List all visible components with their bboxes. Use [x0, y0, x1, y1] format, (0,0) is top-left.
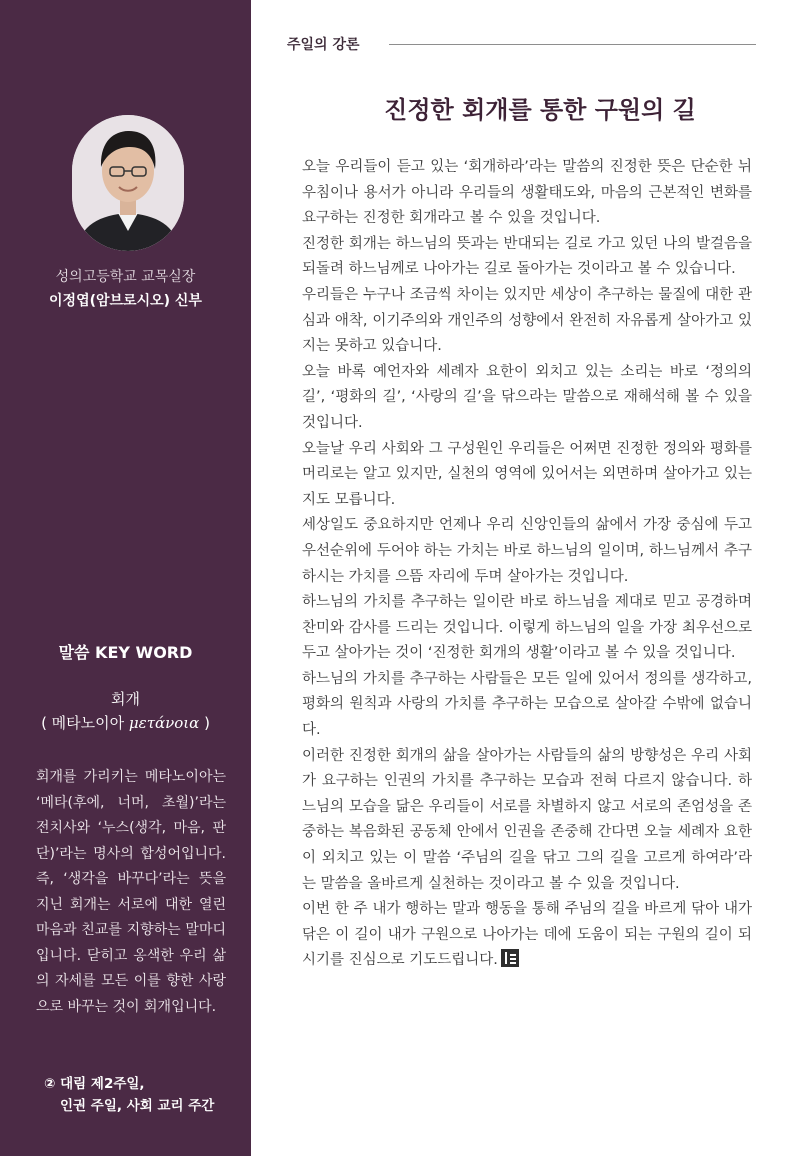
body-paragraph: 우리들은 누구나 조금씩 차이는 있지만 세상이 추구하는 물질에 대한 관심과 애착, 이기주의와 개인주의 성향에서 완전히 자유롭게 살아가고 있지는 못하고 있습니다. — [302, 286, 752, 355]
keyword-term: 회개 — [111, 690, 140, 708]
keyword-transliteration — [0, 712, 251, 733]
liturgical-note — [44, 1073, 214, 1117]
liturgical-note-line1: ② 대림 제2주일, — [44, 1076, 145, 1092]
body-paragraph-text: 이번 한 주 내가 행하는 말과 행동을 통해 주님의 길을 바르게 닦아 내가 닦은 이 길이 내가 구원으로 나아가는 데에 도움이 되는 구원의 길이 되시기를 진심으로 기도드립니다. — [302, 901, 752, 969]
author-portrait-icon — [72, 115, 184, 251]
body-paragraph: 오늘 우리들이 듣고 있는 ‘회개하라’라는 말씀의 진정한 뜻은 단순한 뉘우침이나 용서가 아니라 우리들의 생활태도와, 마음의 근본적인 변화를 요구하는 진정한 회개라고 볼 수 있을 것입니다. — [302, 159, 752, 227]
body-paragraph: 이러한 진정한 회개의 삶을 살아가는 사람들의 삶의 방향성은 우리 사회가 요구하는 인권의 가치를 추구하는 모습과 전혀 다르지 않습니다. 하느님의 모습을 닮은 우리들이 서로를 차별하지 않고 서로의 존엄성을 존중하는 복음화된 공동체 안에서 인권을 존중해 간다면 오늘 세례자 요한이 외치고 있는 이 말씀 ‘주님의 길을 닦고 그의 길을 고르게 하여라’라는 말씀을 올바르게 실천하는 것이라고 볼 수 있을 것입니다. — [302, 747, 752, 892]
article-title: 진정한 회개를 통한 구원의 길 — [384, 96, 696, 124]
keyword-description: 회개를 가리키는 메타노이아는 ‘메타(후에, 너머, 초월)’라는 전치사와 ‘누스(생각, 마음, 판단)’라는 명사의 합성어입니다. 즉, ‘생각을 바꾸다’라는 뜻을 지닌 회개는 서로에 대한 열린 마음과 친교를 지향하는 말마디입니다. 닫히고 옹색한 우리 삶의 자세를 모든 이를 향한 사랑으로 바꾸는 것이 회개입니다. — [36, 769, 226, 1015]
author-name: 이정엽(암브로시오) 신부 — [49, 293, 202, 309]
body-paragraph: 오늘날 우리 사회와 그 구성원인 우리들은 어쩌면 진정한 정의와 평화를 머리로는 알고 있지만, 실천의 영역에 있어서는 외면하며 살아가고 있는지도 모릅니다. — [302, 440, 752, 508]
author-role: 성의고등학교 교목실장 — [55, 269, 196, 285]
keyword-title: 말씀 KEY WORD — [58, 643, 193, 662]
keyword-greek: μετάνοια — [128, 714, 200, 732]
keyword-sub-open: ( 메타노이아 — [41, 714, 129, 732]
author-photo — [72, 115, 184, 251]
body-paragraph: 하느님의 가치를 추구하는 사람들은 모든 일에 있어서 정의를 생각하고, 평화의 원칙과 사랑의 가치를 추구하는 모습으로 살아갈 수밖에 없습니다. — [302, 670, 752, 739]
body-paragraph: 세상일도 중요하지만 언제나 우리 신앙인들의 삶에서 가장 중심에 두고 우선순위에 두어야 하는 가치는 바로 하느님의 일이며, 하느님께서 추구하시는 가치를 으뜸 자리에 두며 살아가는 것입니다. — [302, 517, 752, 585]
body-paragraph: 하느님의 가치를 추구하는 일이란 바로 하느님을 제대로 믿고 공경하며 찬미와 감사를 드리는 것입니다. 이렇게 하느님의 일을 가장 최우선으로 두고 살아가는 것이 ‘진정한 회개의 생활’이라고 볼 수 있을 것입니다. — [302, 594, 752, 662]
body-paragraph: 오늘 바록 예언자와 세례자 요한이 외치고 있는 소리는 바로 ‘정의의 길’, ‘평화의 길’, ‘사랑의 길’을 닦으라는 말씀으로 재해석해 볼 수 있을 것입니다. — [302, 363, 752, 431]
section-divider — [389, 44, 756, 45]
body-paragraph: 진정한 회개는 하느님의 뜻과는 반대되는 길로 가고 있던 나의 발걸음을 되돌려 하느님께로 나아가는 길로 돌아가는 것이라고 볼 수 있습니다. — [302, 235, 752, 278]
sidebar — [0, 0, 251, 1156]
keyword-sub-close: ) — [199, 714, 210, 732]
liturgical-note-line2: 인권 주일, 사회 교리 주간 — [60, 1098, 215, 1114]
body-paragraph-last — [302, 897, 752, 974]
article-body — [302, 155, 752, 974]
end-seal-icon — [501, 949, 519, 967]
section-label: 주일의 강론 — [287, 37, 360, 53]
